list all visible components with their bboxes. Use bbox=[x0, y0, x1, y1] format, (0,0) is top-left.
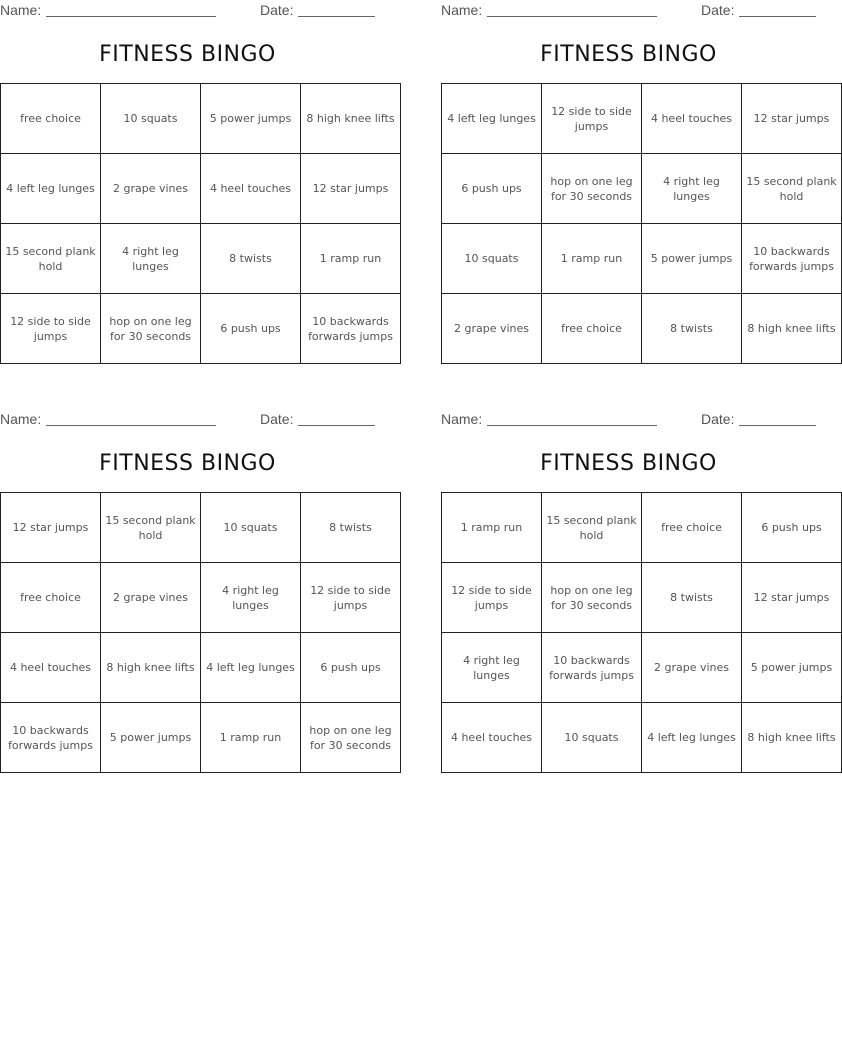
bingo-cell[interactable]: 12 side to side jumps bbox=[1, 294, 101, 364]
grid-row bbox=[442, 84, 842, 154]
grid-row bbox=[1, 154, 401, 224]
grid-row bbox=[1, 493, 401, 563]
name-field-line[interactable] bbox=[487, 425, 657, 426]
bingo-cell[interactable]: 5 power jumps bbox=[201, 84, 301, 154]
bingo-cell[interactable]: 12 side to side jumps bbox=[442, 563, 542, 633]
date-label: Date: bbox=[701, 2, 735, 18]
bingo-cell[interactable]: 5 power jumps bbox=[642, 224, 742, 294]
date-field-line[interactable] bbox=[298, 425, 375, 426]
bingo-cell[interactable]: 4 heel touches bbox=[201, 154, 301, 224]
bingo-cell[interactable]: 12 star jumps bbox=[742, 84, 842, 154]
bingo-cell[interactable]: 6 push ups bbox=[201, 294, 301, 364]
bingo-cell[interactable]: 15 second plank hold bbox=[542, 493, 642, 563]
bingo-cell[interactable]: 12 star jumps bbox=[742, 563, 842, 633]
name-label: Name: bbox=[441, 411, 483, 427]
card-title: FITNESS BINGO bbox=[540, 451, 717, 476]
date-label: Date: bbox=[260, 2, 294, 18]
bingo-cell[interactable]: 12 star jumps bbox=[1, 493, 101, 563]
bingo-cell[interactable]: 15 second plank hold bbox=[101, 493, 201, 563]
card-title: FITNESS BINGO bbox=[99, 451, 276, 476]
bingo-cell[interactable]: 10 backwards forwards jumps bbox=[742, 224, 842, 294]
bingo-cell[interactable]: 4 right leg lunges bbox=[101, 224, 201, 294]
bingo-grid bbox=[441, 492, 842, 773]
bingo-cell[interactable]: 10 backwards forwards jumps bbox=[1, 703, 101, 773]
bingo-cell[interactable]: 6 push ups bbox=[301, 633, 401, 703]
name-field-line[interactable] bbox=[46, 16, 216, 17]
bingo-cell[interactable]: 2 grape vines bbox=[642, 633, 742, 703]
bingo-cell[interactable]: 10 squats bbox=[101, 84, 201, 154]
bingo-cell[interactable]: 10 squats bbox=[542, 703, 642, 773]
bingo-cell[interactable]: 4 left leg lunges bbox=[442, 84, 542, 154]
name-field-line[interactable] bbox=[46, 425, 216, 426]
date-field-line[interactable] bbox=[739, 16, 816, 17]
bingo-cell[interactable]: 1 ramp run bbox=[442, 493, 542, 563]
date-field-line[interactable] bbox=[298, 16, 375, 17]
bingo-cell[interactable]: 5 power jumps bbox=[101, 703, 201, 773]
bingo-cell[interactable]: free choice bbox=[1, 84, 101, 154]
grid-row bbox=[1, 633, 401, 703]
bingo-cell[interactable]: 10 backwards forwards jumps bbox=[542, 633, 642, 703]
bingo-cell[interactable]: 15 second plank hold bbox=[1, 224, 101, 294]
bingo-grid bbox=[441, 83, 842, 364]
bingo-cell[interactable]: free choice bbox=[542, 294, 642, 364]
bingo-cell[interactable]: 8 twists bbox=[642, 294, 742, 364]
bingo-cell[interactable]: 8 high knee lifts bbox=[742, 703, 842, 773]
bingo-cell[interactable]: 4 left leg lunges bbox=[201, 633, 301, 703]
bingo-cell[interactable]: 12 star jumps bbox=[301, 154, 401, 224]
bingo-cell[interactable]: 4 right leg lunges bbox=[642, 154, 742, 224]
grid-row bbox=[442, 563, 842, 633]
bingo-cell[interactable]: 8 high knee lifts bbox=[101, 633, 201, 703]
grid-row bbox=[442, 703, 842, 773]
bingo-cell[interactable]: 2 grape vines bbox=[101, 154, 201, 224]
bingo-cell[interactable]: free choice bbox=[642, 493, 742, 563]
grid-row bbox=[1, 563, 401, 633]
card-title: FITNESS BINGO bbox=[540, 42, 717, 67]
grid-row bbox=[442, 493, 842, 563]
bingo-cell[interactable]: 2 grape vines bbox=[442, 294, 542, 364]
bingo-grid bbox=[0, 492, 401, 773]
name-date-row bbox=[0, 411, 375, 429]
bingo-cell[interactable]: hop on one leg for 30 seconds bbox=[542, 563, 642, 633]
bingo-cell[interactable]: 8 twists bbox=[201, 224, 301, 294]
bingo-cell[interactable]: 8 twists bbox=[301, 493, 401, 563]
bingo-cell[interactable]: 1 ramp run bbox=[201, 703, 301, 773]
grid-row bbox=[442, 224, 842, 294]
bingo-cell[interactable]: hop on one leg for 30 seconds bbox=[542, 154, 642, 224]
bingo-cell[interactable]: 4 heel touches bbox=[1, 633, 101, 703]
bingo-cell[interactable]: 12 side to side jumps bbox=[542, 84, 642, 154]
bingo-cell[interactable]: 1 ramp run bbox=[542, 224, 642, 294]
grid-row bbox=[1, 703, 401, 773]
bingo-cell[interactable]: 8 twists bbox=[642, 563, 742, 633]
bingo-cell[interactable]: 4 right leg lunges bbox=[201, 563, 301, 633]
name-field-line[interactable] bbox=[487, 16, 657, 17]
grid-row bbox=[442, 154, 842, 224]
bingo-cell[interactable]: 15 second plank hold bbox=[742, 154, 842, 224]
bingo-cell[interactable]: 10 backwards forwards jumps bbox=[301, 294, 401, 364]
card-title: FITNESS BINGO bbox=[99, 42, 276, 67]
name-label: Name: bbox=[0, 2, 42, 18]
bingo-cell[interactable]: 4 left leg lunges bbox=[642, 703, 742, 773]
bingo-cell[interactable]: 5 power jumps bbox=[742, 633, 842, 703]
bingo-cell[interactable]: 2 grape vines bbox=[101, 563, 201, 633]
bingo-cell[interactable]: 4 heel touches bbox=[642, 84, 742, 154]
grid-row bbox=[442, 633, 842, 703]
bingo-cell[interactable]: 4 left leg lunges bbox=[1, 154, 101, 224]
bingo-cell[interactable]: 10 squats bbox=[442, 224, 542, 294]
bingo-cell[interactable]: 6 push ups bbox=[742, 493, 842, 563]
bingo-grid bbox=[0, 83, 401, 364]
date-label: Date: bbox=[260, 411, 294, 427]
bingo-cell[interactable]: 4 right leg lunges bbox=[442, 633, 542, 703]
bingo-cell[interactable]: hop on one leg for 30 seconds bbox=[301, 703, 401, 773]
bingo-cell[interactable]: 4 heel touches bbox=[442, 703, 542, 773]
grid-row bbox=[1, 294, 401, 364]
bingo-cell[interactable]: 8 high knee lifts bbox=[742, 294, 842, 364]
name-date-row bbox=[0, 2, 375, 20]
bingo-cell[interactable]: 1 ramp run bbox=[301, 224, 401, 294]
bingo-cell[interactable]: 10 squats bbox=[201, 493, 301, 563]
bingo-cell[interactable]: 8 high knee lifts bbox=[301, 84, 401, 154]
grid-row bbox=[1, 84, 401, 154]
name-label: Name: bbox=[0, 411, 42, 427]
date-label: Date: bbox=[701, 411, 735, 427]
name-date-row bbox=[441, 2, 816, 20]
grid-row bbox=[442, 294, 842, 364]
bingo-cell[interactable]: 12 side to side jumps bbox=[301, 563, 401, 633]
name-date-row bbox=[441, 411, 816, 429]
bingo-cell[interactable]: hop on one leg for 30 seconds bbox=[101, 294, 201, 364]
grid-row bbox=[1, 224, 401, 294]
bingo-cell[interactable]: free choice bbox=[1, 563, 101, 633]
name-label: Name: bbox=[441, 2, 483, 18]
bingo-cell[interactable]: 6 push ups bbox=[442, 154, 542, 224]
date-field-line[interactable] bbox=[739, 425, 816, 426]
